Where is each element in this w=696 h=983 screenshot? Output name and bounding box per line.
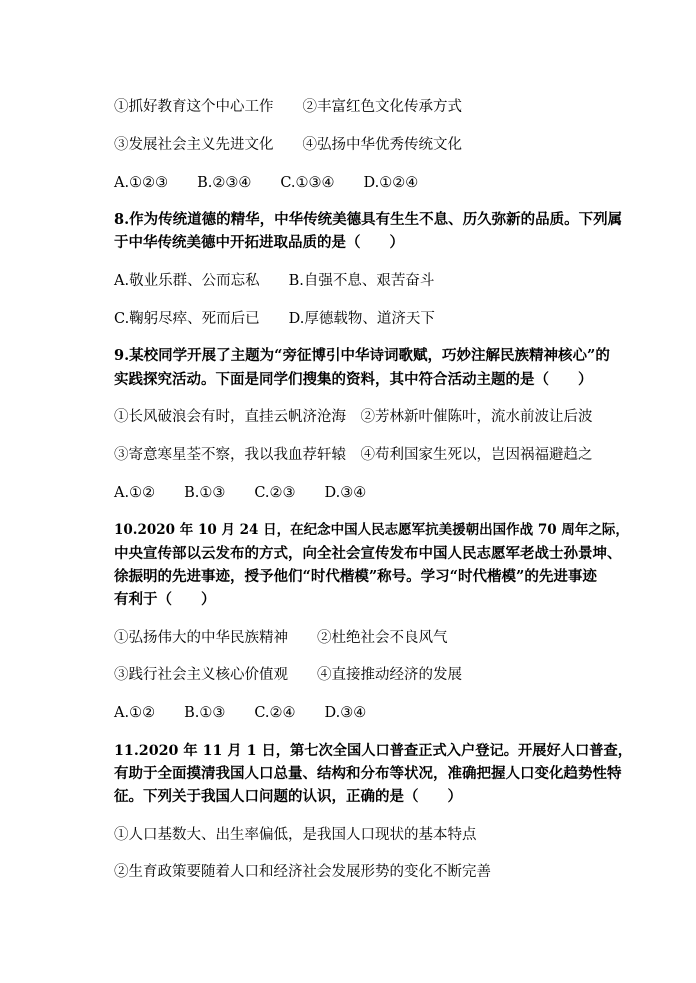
question-11-item-2: ②生育政策要随着人口和经济社会发展形势的变化不断完善 bbox=[114, 864, 491, 880]
question-9-stem-line-1: 9.某校同学开展了主题为“旁征博引中华诗词歌赋，巧妙注解民族精神核心”的 bbox=[114, 347, 610, 364]
question-11-stem-line-1: 11.2020 年 11 月 1 日，第七次全国人口普查正式入户登记。开展好人口普查， bbox=[114, 743, 633, 759]
question-10-stem-line-1: 10.2020 年 10 月 24 日，在纪念中国人民志愿军抗美援朝出国作战 70 周年之际， bbox=[114, 522, 629, 538]
question-10-stem-line-4: 有利于（ ） bbox=[114, 591, 216, 608]
question-8-stem-line-2: 于中华传统美德中开拓进取品质的是（ ） bbox=[114, 234, 404, 251]
text-line-3: A.①②③ B.②③④ C.①③④ D.①②④ bbox=[114, 175, 419, 191]
question-11-stem-line-2: 有助于全面摸清我国人口总量、结构和分布等状况，准确把握人口变化趋势性特 bbox=[114, 765, 622, 782]
question-8-options-ab: A.敬业乐群、公而忘私 B.自强不息、艰苦奋斗 bbox=[114, 273, 435, 289]
question-11-stem-line-3: 征。下列关于我国人口问题的认识，正确的是（ ） bbox=[114, 788, 462, 805]
question-9-options: A.①② B.①③ C.②③ D.③④ bbox=[114, 485, 367, 501]
question-9-stem-line-2: 实践探究活动。下面是同学们搜集的资料，其中符合活动主题的是（ ） bbox=[114, 371, 593, 388]
question-11-item-1: ①人口基数大、出生率偏低，是我国人口现状的基本特点 bbox=[114, 827, 477, 843]
question-9-items-34: ③寄意寒星荃不察，我以我血荐轩辕 ④苟利国家生死以，岂因祸福避趋之 bbox=[114, 447, 593, 463]
question-9-items-12: ①长风破浪会有时，直挂云帆济沧海 ②芳林新叶催陈叶，流水前波让后波 bbox=[114, 409, 593, 425]
text-line-1: ①抓好教育这个中心工作 ②丰富红色文化传承方式 bbox=[114, 99, 462, 115]
question-8-options-cd: C.鞠躬尽瘁、死而后已 D.厚德载物、道济天下 bbox=[114, 311, 435, 327]
question-10-stem-line-2: 中央宣传部以云发布的方式，向全社会宣传发布中国人民志愿军老战士孙景坤、 bbox=[114, 545, 622, 562]
question-10-stem-line-3: 徐振明的先进事迹，授予他们“时代楷模”称号。学习“时代楷模”的先进事迹 bbox=[114, 568, 597, 585]
text-line-2: ③发展社会主义先进文化 ④弘扬中华优秀传统文化 bbox=[114, 137, 462, 153]
question-10-options: A.①② B.①③ C.②④ D.③④ bbox=[114, 705, 367, 721]
question-8-stem-line-1: 8.作为传统道德的精华，中华传统美德具有生生不息、历久弥新的品质。下列属 bbox=[114, 211, 623, 228]
question-10-items-34: ③践行社会主义核心价值观 ④直接推动经济的发展 bbox=[114, 667, 462, 683]
question-10-items-12: ①弘扬伟大的中华民族精神 ②杜绝社会不良风气 bbox=[114, 630, 448, 646]
